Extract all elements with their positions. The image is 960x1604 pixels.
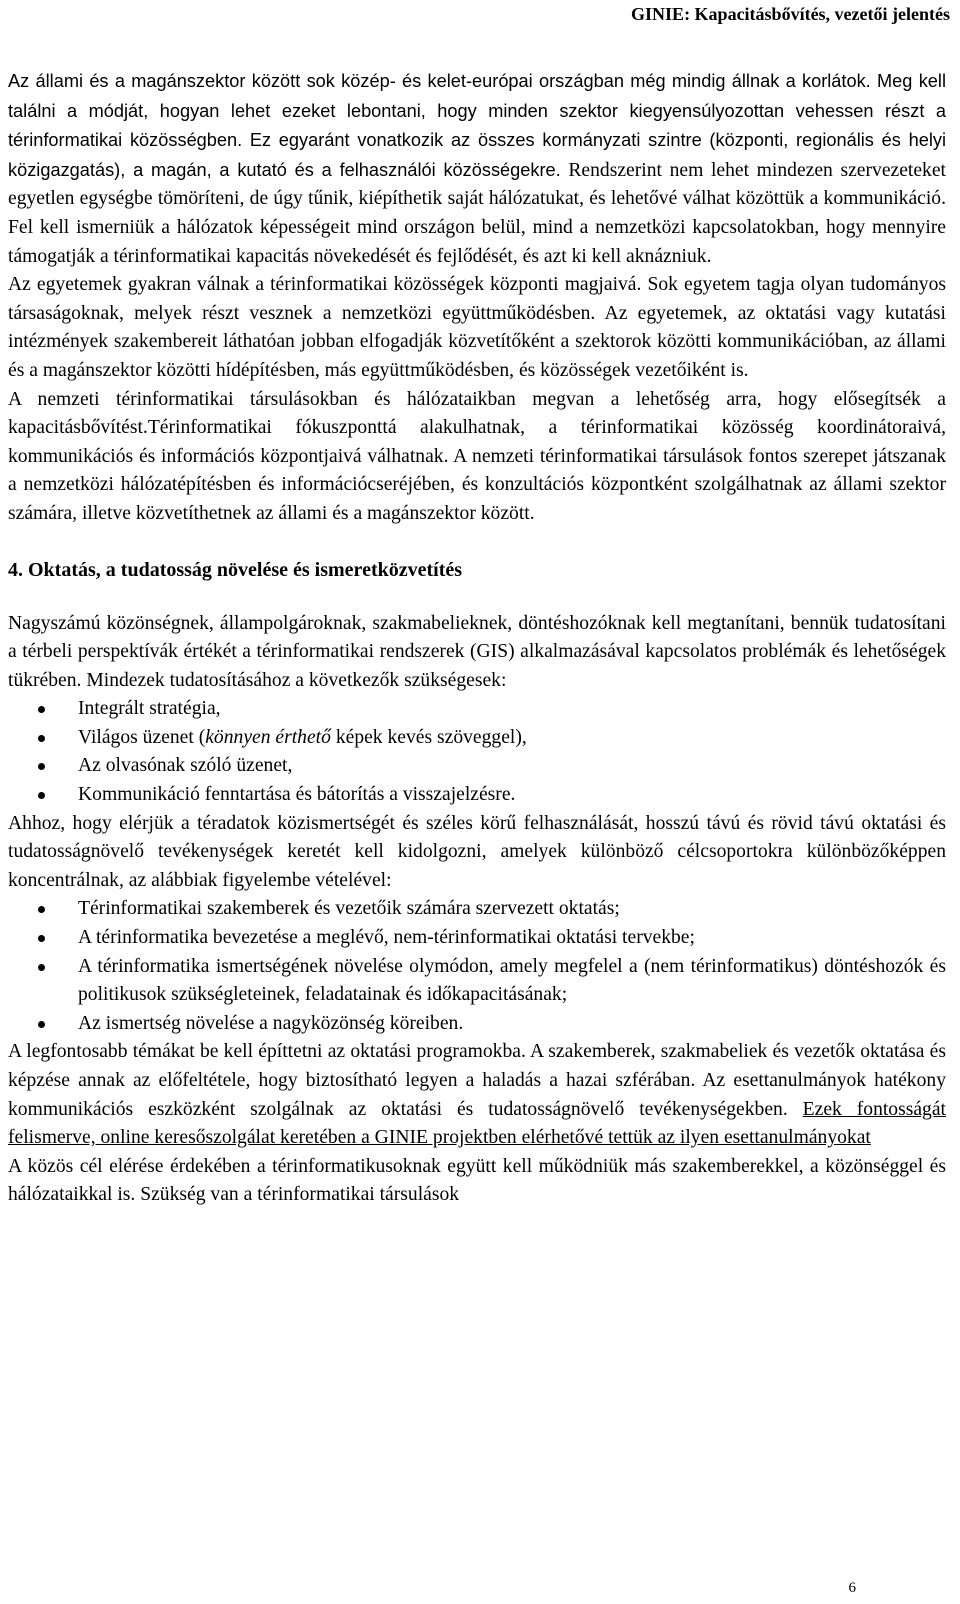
case-study-link[interactable]: Ezek fontosságát felismerve, online keresőszolgálat keretében a GINIE projektben elérhetővé tettük az ilyen esettanulmányokat	[8, 1098, 946, 1149]
running-header: GINIE: Kapacitásbővítés, vezetői jelentés	[631, 4, 950, 24]
paragraph-topics	[8, 1038, 946, 1152]
list-item	[8, 895, 946, 924]
list-item-text: képek kevés szöveggel),	[330, 726, 527, 748]
bullet-icon	[38, 964, 45, 971]
list-item-text: A térinformatika ismertségének növelése olymódon, amely megfelel a (nem térinformatikus) döntéshozók és politikusok szükségleteinek, feladatainak és időkapacitásának;	[78, 955, 946, 1006]
list-item	[8, 752, 946, 781]
list-item	[8, 924, 946, 953]
sentence: Rendszerint nem lehet mindezen szervezeteket egyetlen egységbe tömöríteni, de úgy tűnik, kiépíthetik saját hálózatukat, és lehetővé válhat közöttük a kommunikáció.	[8, 159, 946, 210]
paragraph-programs: Ahhoz, hogy elérjük a téradatok közismertségét és széles körű felhasználását, hosszú távú és rövid távú oktatási és tudatosságnövelő tevékenységek keretét kell kidolgozni, amelyek különböző célcsoportokra különbözőképpen koncentrálnak, az alábbiak figyelembe vételével:	[8, 812, 946, 891]
page-number: 6	[848, 1580, 856, 1596]
needs-list	[8, 695, 946, 809]
considerations-list	[8, 895, 946, 1038]
list-item-text: Integrált stratégia,	[78, 698, 221, 720]
bullet-icon	[38, 706, 45, 713]
list-item	[8, 953, 946, 1010]
list-item-text: Az ismertség növelése a nagyközönség köreiben.	[78, 1012, 464, 1034]
bullet-icon	[38, 763, 45, 770]
bullet-icon	[38, 1021, 45, 1028]
paragraph-common-goal: A közös cél elérése érdekében a térinformatikusoknak együtt kell működniük más szakemberekkel, a közönséggel és hálózataikkal is. Szükség van a térinformatikai társulások	[8, 1155, 946, 1206]
paragraph-sector-barriers	[8, 67, 946, 271]
paragraph-text: A legfontosabb témákat be kell építtetni az oktatási programokba. A szakemberek, szakmabeliek és vezetők oktatása és képzése annak az előfeltétele, hogy biztosítható legyen a haladás a hazai szférában. Az esettanulmányok hatékony kommunikációs eszközként szolgálnak az oktatási és tudatosságnövelő tevékenységekben.	[8, 1041, 946, 1120]
list-item	[8, 1010, 946, 1039]
list-item	[8, 724, 946, 753]
section-heading: 4. Oktatás, a tudatosság növelése és ismeretközvetítés	[8, 558, 463, 581]
sentence: Az állami és a magánszektor között sok közép- és kelet-európai országban még mindig állnak a korlátok. Meg kell találni a módját, hogyan lehet ezeket lebontani, hogy minden szektor kiegyensúlyozottan vehessen részt a térinformatikai közösségben.	[8, 71, 946, 151]
list-item-text: Az olvasónak szóló üzenet,	[78, 755, 293, 777]
list-item-text: A térinformatika bevezetése a meglévő, nem-térinformatikai oktatási tervekbe;	[78, 927, 695, 949]
bullet-icon	[38, 935, 45, 942]
paragraph-national-associations: A nemzeti térinformatikai társulásokban és hálózataikban megvan a lehetőség arra, hogy elősegítsék a kapacitásbővítést.Térinformatikai fókuszponttá alakulhatnak, a térinformatikai közösség koordinátoraivá, kommunikációs és információs központjaivá válhatnak. A nemzeti térinformatikai társulások fontos szerepet játszanak a nemzetközi hálózatépítésben és információcseréjében, és konzultációs központként szolgálhatnak az állami szektor számára, illetve közvetíthetnek az állami és a magánszektor között.	[8, 388, 946, 524]
list-item	[8, 695, 946, 724]
list-item-text: Térinformatikai szakemberek és vezetőik számára szervezett oktatás;	[78, 898, 620, 920]
list-item-text: Kommunikáció fenntartása és bátorítás a visszajelzésre.	[78, 784, 516, 806]
list-item	[8, 781, 946, 810]
emphasis-text: könnyen érthető	[205, 726, 331, 748]
sentence: Fel kell ismerniük a hálózatok képességeit mind országon belül, mind a nemzetközi kapcsolatokban, hogy mennyire támogatják a térinformatikai kapacitás növekedését és fejlődését, és azt ki kell aknázniuk.	[8, 216, 946, 267]
list-item-text: Világos üzenet (	[78, 726, 206, 748]
bullet-icon	[38, 906, 45, 913]
bullet-icon	[38, 792, 45, 799]
paragraph-universities: Az egyetemek gyakran válnak a térinformatikai közösségek központi magjaivá. Sok egyetem tagja olyan tudományos társaságoknak, melyek részt vesznek a nemzetközi együttműködésben. Az egyetemek, az oktatási vagy kutatási intézmények szakembereit láthatóan jobban elfogadják közvetítőként a szektorok közötti kommunikációban, az állami és a magánszektor közötti hídépítésben, más együttműködésben, és közösségek vezetőiként is.	[8, 274, 946, 381]
paragraph-intro: Nagyszámú közönségnek, állampolgároknak, szakmabelieknek, döntéshozóknak kell megtanítani, bennük tudatosítani a térbeli perspektívák értékét a térinformatikai rendszerek (GIS) alkalmazásával kapcsolatos problémák és lehetőségek tükrében. Mindezek tudatosításához a következők szükségesek:	[8, 612, 946, 691]
bullet-icon	[38, 735, 45, 742]
document-body	[8, 67, 946, 1210]
sentence: Ez egyaránt vonatkozik az összes kormányzati szintre (központi, regionális és helyi közigazgatás), a magán, a kutató és a felhasználói közösségekre.	[8, 130, 947, 180]
